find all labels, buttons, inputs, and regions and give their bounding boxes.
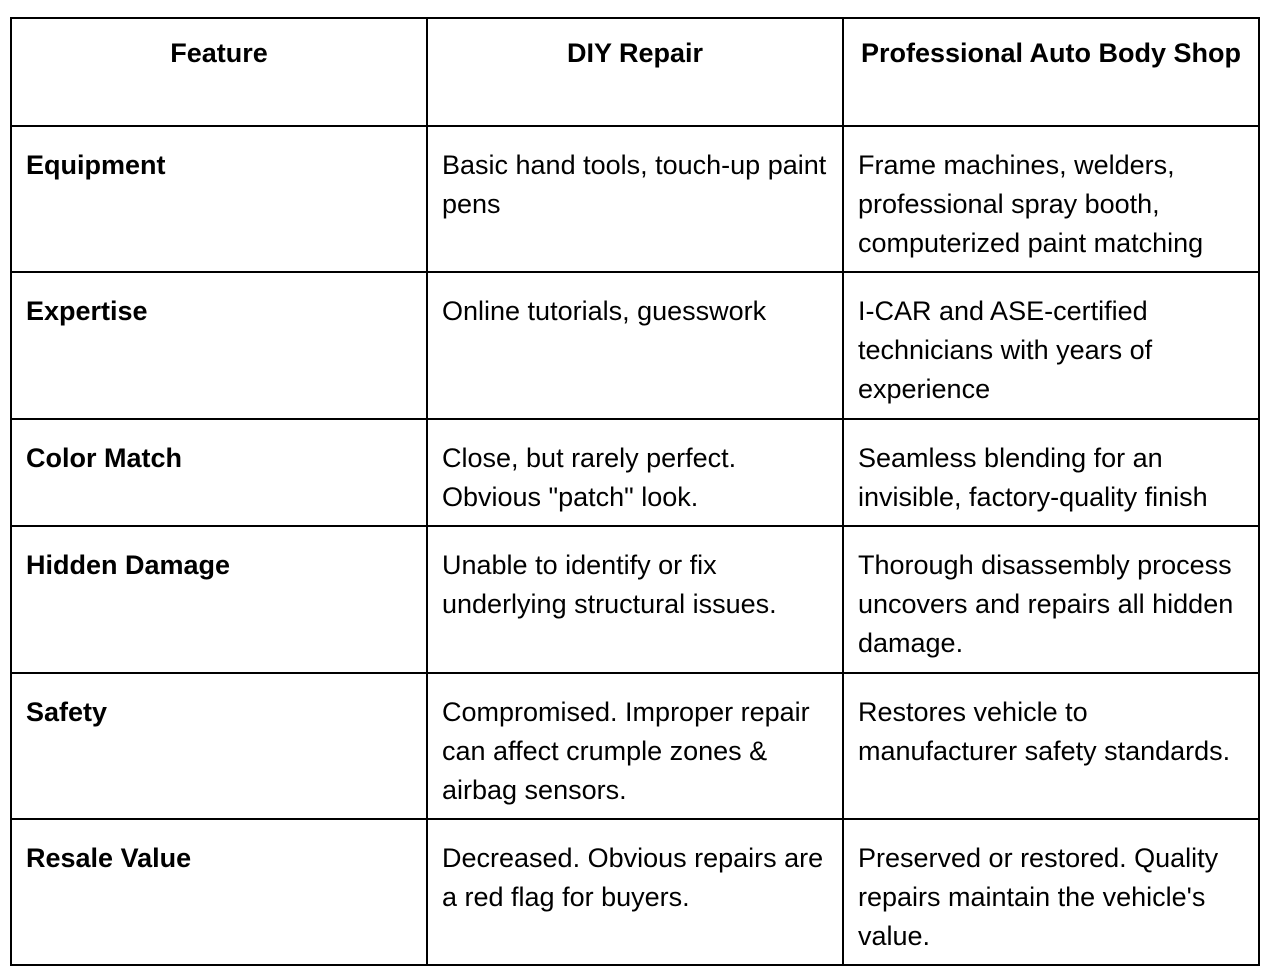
pro-cell: Preserved or restored. Quality repairs maintain the vehicle's value. xyxy=(843,819,1259,965)
pro-cell: Frame machines, welders, professional spray booth, computerized paint matching xyxy=(843,126,1259,272)
feature-cell: Resale Value xyxy=(11,819,427,965)
pro-cell: Thorough disassembly process uncovers and repairs all hidden damage. xyxy=(843,526,1259,673)
diy-cell: Online tutorials, guesswork xyxy=(427,272,843,419)
diy-cell: Compromised. Improper repair can affect crumple zones & airbag sensors. xyxy=(427,673,843,819)
header-professional-shop: Professional Auto Body Shop xyxy=(843,18,1259,126)
feature-cell: Color Match xyxy=(11,419,427,526)
pro-cell: Seamless blending for an invisible, factory-quality finish xyxy=(843,419,1259,526)
header-diy-repair: DIY Repair xyxy=(427,18,843,126)
feature-cell: Safety xyxy=(11,673,427,819)
feature-cell: Hidden Damage xyxy=(11,526,427,673)
table-row xyxy=(11,819,1259,965)
table-row xyxy=(11,272,1259,419)
table-header-row xyxy=(11,18,1259,126)
feature-cell: Expertise xyxy=(11,272,427,419)
table-row xyxy=(11,419,1259,526)
comparison-table xyxy=(10,17,1260,966)
feature-cell: Equipment xyxy=(11,126,427,272)
pro-cell: Restores vehicle to manufacturer safety standards. xyxy=(843,673,1259,819)
diy-cell: Decreased. Obvious repairs are a red flag for buyers. xyxy=(427,819,843,965)
diy-cell: Basic hand tools, touch-up paint pens xyxy=(427,126,843,272)
pro-cell: I-CAR and ASE-certified technicians with years of experience xyxy=(843,272,1259,419)
table-row xyxy=(11,126,1259,272)
diy-cell: Unable to identify or fix underlying structural issues. xyxy=(427,526,843,673)
table-row xyxy=(11,673,1259,819)
diy-cell: Close, but rarely perfect. Obvious "patch" look. xyxy=(427,419,843,526)
table-row xyxy=(11,526,1259,673)
header-feature: Feature xyxy=(11,18,427,126)
